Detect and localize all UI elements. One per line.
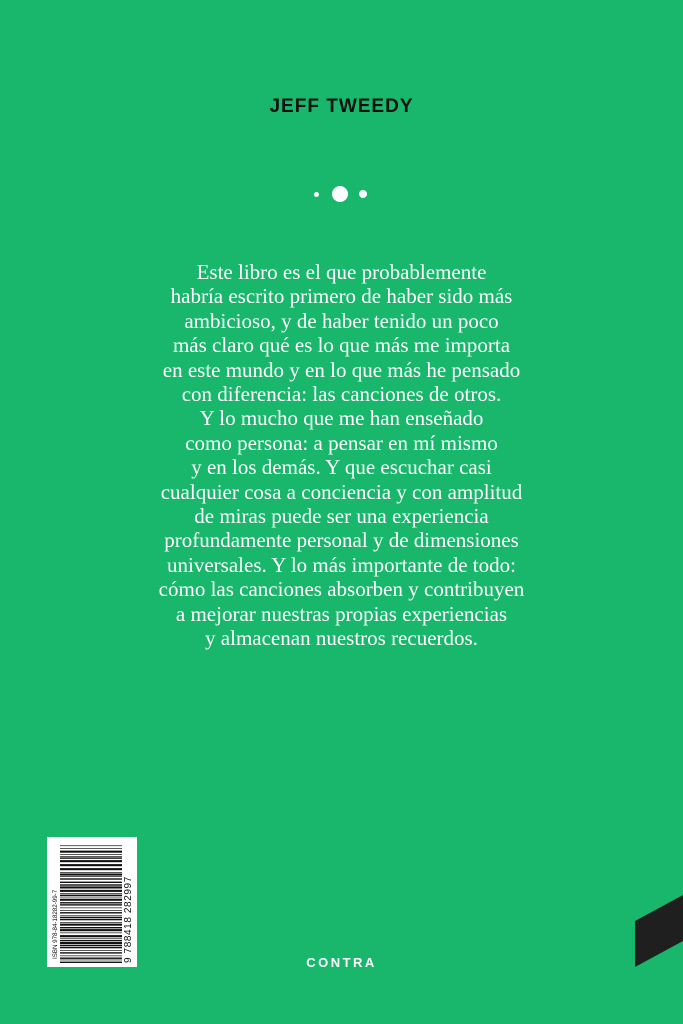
barcode-bar: [60, 884, 122, 885]
barcode-bar: [60, 899, 122, 901]
barcode-bar: [60, 910, 122, 911]
barcode-bar: [60, 864, 122, 866]
barcode-bar: [60, 895, 122, 896]
barcode-bar: [60, 927, 122, 928]
barcode-bar: [60, 897, 122, 898]
blurb-line: profundamente personal y de dimensiones: [164, 528, 519, 553]
dot-large: [332, 186, 348, 202]
barcode-bar: [60, 882, 122, 883]
blurb-line: Este libro es el que probablemente: [196, 260, 487, 284]
isbn-label: ISBN 978-84-18282-99-7: [52, 889, 59, 959]
barcode-bar: [60, 872, 122, 873]
barcode-bar: [60, 942, 122, 944]
barcode-bar: [60, 950, 122, 951]
barcode-digits: 9 788418 282997: [123, 876, 134, 963]
barcode-bar: [60, 935, 122, 937]
blurb-line: más claro qué es lo que más me importa: [172, 333, 511, 358]
author-name: JEFF TWEEDY: [269, 96, 414, 117]
publisher-name: CONTRA: [306, 955, 377, 970]
blurb-line: como persona: a pensar en mí mismo: [185, 430, 498, 455]
barcode-bar: [60, 919, 122, 920]
barcode-bar: [60, 912, 122, 913]
ornament-dots: [0, 183, 683, 205]
barcode-bar: [60, 854, 122, 855]
barcode-bar: [60, 876, 122, 877]
blurb-line: de miras puede ser una experiencia: [194, 504, 489, 529]
blurb-line: y en los demás. Y que escuchar casi: [191, 455, 492, 480]
barcode-bar: [60, 902, 122, 903]
blurb-line: cualquier cosa a conciencia y con amplitud: [160, 479, 523, 504]
blurb-line: a mejorar nuestras propias experiencias: [175, 601, 508, 626]
barcode-bars: [60, 845, 122, 963]
barcode-bar: [60, 856, 122, 857]
blurb-line: cómo las canciones absorben y contribuyen: [158, 577, 525, 602]
barcode-bar: [60, 886, 122, 888]
barcode-bar: [60, 933, 122, 934]
barcode-bar: [60, 938, 122, 939]
barcode-bar: [60, 857, 122, 858]
barcode-bar: [60, 908, 122, 909]
barcode-bar: [60, 917, 122, 918]
barcode-bar: [60, 940, 122, 941]
blurb-line: en este mundo y en lo que más he pensado: [162, 357, 521, 382]
barcode-bar: [60, 878, 122, 879]
barcode-bar: [60, 868, 122, 870]
barcode-bar: [60, 890, 122, 892]
blurb-line: habría escrito primero de haber sido más: [170, 284, 513, 309]
barcode-bar: [60, 845, 122, 846]
barcode-bar: [60, 929, 122, 931]
barcode-bar: [60, 945, 122, 946]
barcode-bar: [60, 952, 122, 953]
dot-small: [314, 192, 319, 197]
barcode-bar: [60, 874, 122, 876]
barcode-bar: [60, 904, 122, 905]
barcode-bar: [60, 860, 122, 862]
barcode-bar: [60, 915, 122, 916]
blurb-line: con diferencia: las canciones de otros.: [181, 382, 502, 407]
barcode-bar: [60, 947, 122, 948]
barcode-bar: [60, 924, 122, 926]
barcode-bar: [60, 851, 122, 853]
blurb-line: Y lo mucho que me han enseñado: [199, 406, 484, 431]
corner-flap: [635, 895, 683, 967]
barcode-bar: [60, 922, 122, 923]
barcode-bar: [60, 893, 122, 894]
blurb-line: universales. Y lo más importante de todo:: [167, 552, 516, 577]
barcode-bar: [60, 848, 122, 849]
barcode: [47, 837, 137, 967]
back-cover-blurb: [80, 260, 603, 651]
blurb-line: ambicioso, y de haber tenido un poco: [184, 308, 499, 333]
barcode-graphic: [47, 837, 137, 967]
blurb-line: y almacenan nuestros recuerdos.: [205, 626, 478, 651]
dot-medium: [359, 190, 367, 198]
